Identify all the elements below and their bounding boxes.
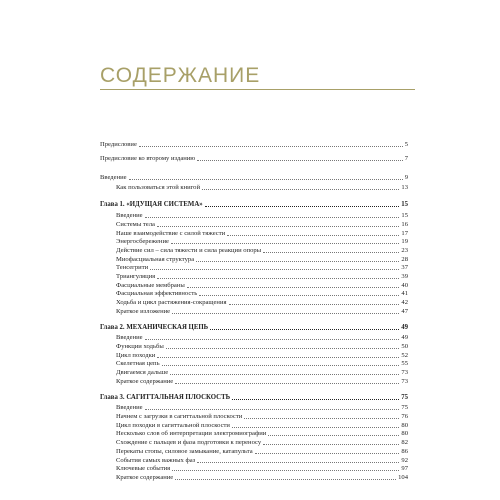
toc-entry-row (0, 307, 500, 316)
dot-leader (170, 374, 399, 375)
toc-entry-row (0, 464, 500, 473)
toc-page-number: 86 (401, 448, 408, 455)
toc-entry-row (0, 173, 500, 182)
toc-entry-row (0, 211, 500, 220)
toc-entry-row (0, 263, 500, 272)
toc-page-number: 97 (401, 465, 408, 472)
toc-page-number: 75 (401, 404, 408, 411)
dot-leader (268, 435, 399, 436)
toc-page-number: 76 (401, 413, 408, 420)
toc-page-number: 16 (401, 221, 408, 228)
toc-entry-label: Наше взаимодействие с силой тяжести (116, 230, 226, 237)
page-title: СОДЕРЖАНИЕ (100, 64, 261, 87)
dot-leader (150, 269, 399, 270)
toc-page-number: 50 (401, 343, 408, 350)
toc-entry-row (0, 237, 500, 246)
toc-entry-label: События самых важных фаз (116, 457, 196, 464)
dot-leader (175, 479, 396, 480)
dot-leader (205, 206, 399, 207)
toc-page-number: 82 (401, 439, 408, 446)
toc-page-number: 55 (401, 360, 408, 367)
dot-leader (129, 179, 403, 180)
dot-leader (199, 295, 399, 296)
toc-entry-row (0, 333, 500, 342)
toc-entry-label: Глава 3. САГИТТАЛЬНАЯ ПЛОСКОСТЬ (100, 394, 231, 401)
toc-chapter-row (0, 200, 500, 209)
toc-entry-row (0, 403, 500, 412)
toc-chapter-row (0, 323, 500, 332)
toc-entry-label: Энергосбережение (116, 238, 169, 245)
dot-leader (157, 278, 399, 279)
toc-page-number: 49 (401, 324, 408, 331)
dot-leader (202, 189, 399, 190)
dot-leader (162, 365, 399, 366)
toc-page-number: 37 (401, 264, 408, 271)
toc-entry-label: Тенсегрити (116, 264, 149, 271)
toc-page-number: 80 (401, 430, 408, 437)
toc-page-number: 13 (401, 184, 408, 191)
toc-entry-label: Глава 1. «ИДУЩАЯ СИСТЕМА» (100, 201, 203, 208)
toc-entry-label: Глава 2. МЕХАНИЧЕСКАЯ ЦЕПЬ (100, 324, 209, 331)
toc-page-number: 28 (401, 256, 408, 263)
toc-entry-row (0, 272, 500, 281)
toc-page-number: 23 (401, 247, 408, 254)
toc-page-number: 39 (401, 273, 408, 280)
toc-page-number: 17 (401, 230, 408, 237)
toc-chapter-row (0, 393, 500, 402)
toc-entry-row (0, 368, 500, 377)
toc-entry-label: Триангуляция (116, 273, 156, 280)
toc-page-number: 75 (401, 394, 408, 401)
dot-leader (145, 339, 399, 340)
toc-entry-label: Введение (116, 212, 143, 219)
toc-entry-label: Системы тела (116, 221, 155, 228)
toc-entry-label: Начнем с загрузки в сагиттальной плоскости (116, 413, 243, 420)
toc-entry-label: Цикл походки (116, 352, 156, 359)
dot-leader (229, 304, 399, 305)
dot-leader (244, 418, 399, 419)
dot-leader (210, 329, 399, 330)
toc-entry-label: Скелетная цепь (116, 360, 160, 367)
toc-entry-row (0, 298, 500, 307)
toc-entry-label: Как пользоваться этой книгой (116, 184, 200, 191)
dot-leader (171, 243, 399, 244)
toc-entry-label: Функции ходьбы (116, 343, 164, 350)
toc-entry-label: Введение (100, 174, 127, 181)
dot-leader (197, 462, 399, 463)
toc-page-number: 47 (401, 308, 408, 315)
toc-entry-row (0, 429, 500, 438)
dot-leader (139, 146, 403, 147)
toc-entry-label: Действие сил – сила тяжести и сила реакции опоры (116, 247, 262, 254)
toc-page-number: 15 (401, 201, 408, 208)
toc-page-number: 92 (401, 457, 408, 464)
dot-leader (232, 427, 399, 428)
dot-leader (197, 160, 403, 161)
toc-page-number: 42 (401, 299, 408, 306)
toc-page-number: 7 (404, 155, 408, 162)
dot-leader (175, 383, 399, 384)
toc-entry-label: Предисловие (100, 141, 137, 148)
toc-entry-row (0, 183, 500, 192)
toc-entry-label: Предисловие ко второму изданию (100, 155, 196, 162)
toc-entry-label: Ключевые события (116, 465, 171, 472)
dot-leader (157, 226, 399, 227)
toc-entry-row (0, 377, 500, 386)
dot-leader (172, 470, 399, 471)
toc-page-number: 73 (401, 369, 408, 376)
toc-entry-row (0, 140, 500, 149)
toc-entry-row (0, 412, 500, 421)
dot-leader (187, 287, 399, 288)
toc-entry-label: Перекаты стопы, силовое замыкание, катапульта (116, 448, 253, 455)
toc-page-number: 40 (401, 282, 408, 289)
toc-entry-row (0, 342, 500, 351)
dot-leader (255, 453, 399, 454)
dot-leader (196, 261, 399, 262)
toc-page-number: 15 (401, 212, 408, 219)
toc-page-number: 52 (401, 352, 408, 359)
toc-page-number: 9 (404, 174, 408, 181)
toc-entry-label: Введение (116, 334, 143, 341)
toc-entry-label: Краткое содержание (116, 474, 174, 481)
toc-entry-label: Несколько слов об интерпретации электромиографии (116, 430, 267, 437)
toc-entry-row (0, 359, 500, 368)
dot-leader (263, 444, 399, 445)
toc-entry-label: Миофасциальная структура (116, 256, 195, 263)
toc-entry-row (0, 438, 500, 447)
toc-entry-label: Фасциальные мембраны (116, 282, 185, 289)
dot-leader (232, 399, 399, 400)
dot-leader (145, 409, 399, 410)
toc-entry-row (0, 246, 500, 255)
toc-entry-label: Введение (116, 404, 143, 411)
toc-page-number: 104 (398, 474, 408, 481)
toc-entry-row (0, 473, 500, 482)
dot-leader (145, 217, 399, 218)
toc-entry-label: Фасциальная эффективность (116, 290, 198, 297)
toc-page-number: 73 (401, 378, 408, 385)
toc-page-number: 41 (401, 290, 408, 297)
toc-entry-row (0, 289, 500, 298)
toc-page-number: 5 (404, 141, 408, 148)
toc-page-number: 19 (401, 238, 408, 245)
dot-leader (166, 348, 399, 349)
toc-entry-row (0, 220, 500, 229)
toc-entry-label: Цикл походки в сагиттальной плоскости (116, 422, 230, 429)
dot-leader (227, 235, 399, 236)
dot-leader (157, 357, 399, 358)
dot-leader (263, 252, 399, 253)
toc-entry-label: Двигаемся дальше (116, 369, 169, 376)
toc-entry-label: Схождение с пальцев и фаза подготовки к переносу (116, 439, 262, 446)
dot-leader (172, 313, 399, 314)
toc-entry-label: Ходьба и цикл растяжения-сокращения (116, 299, 227, 306)
toc-entry-row (0, 154, 500, 163)
toc-page-number: 49 (401, 334, 408, 341)
toc-page-number: 80 (401, 422, 408, 429)
toc-entry-label: Краткое изложение (116, 308, 171, 315)
toc-entry-label: Краткое содержание (116, 378, 174, 385)
toc-entry-row (0, 447, 500, 456)
